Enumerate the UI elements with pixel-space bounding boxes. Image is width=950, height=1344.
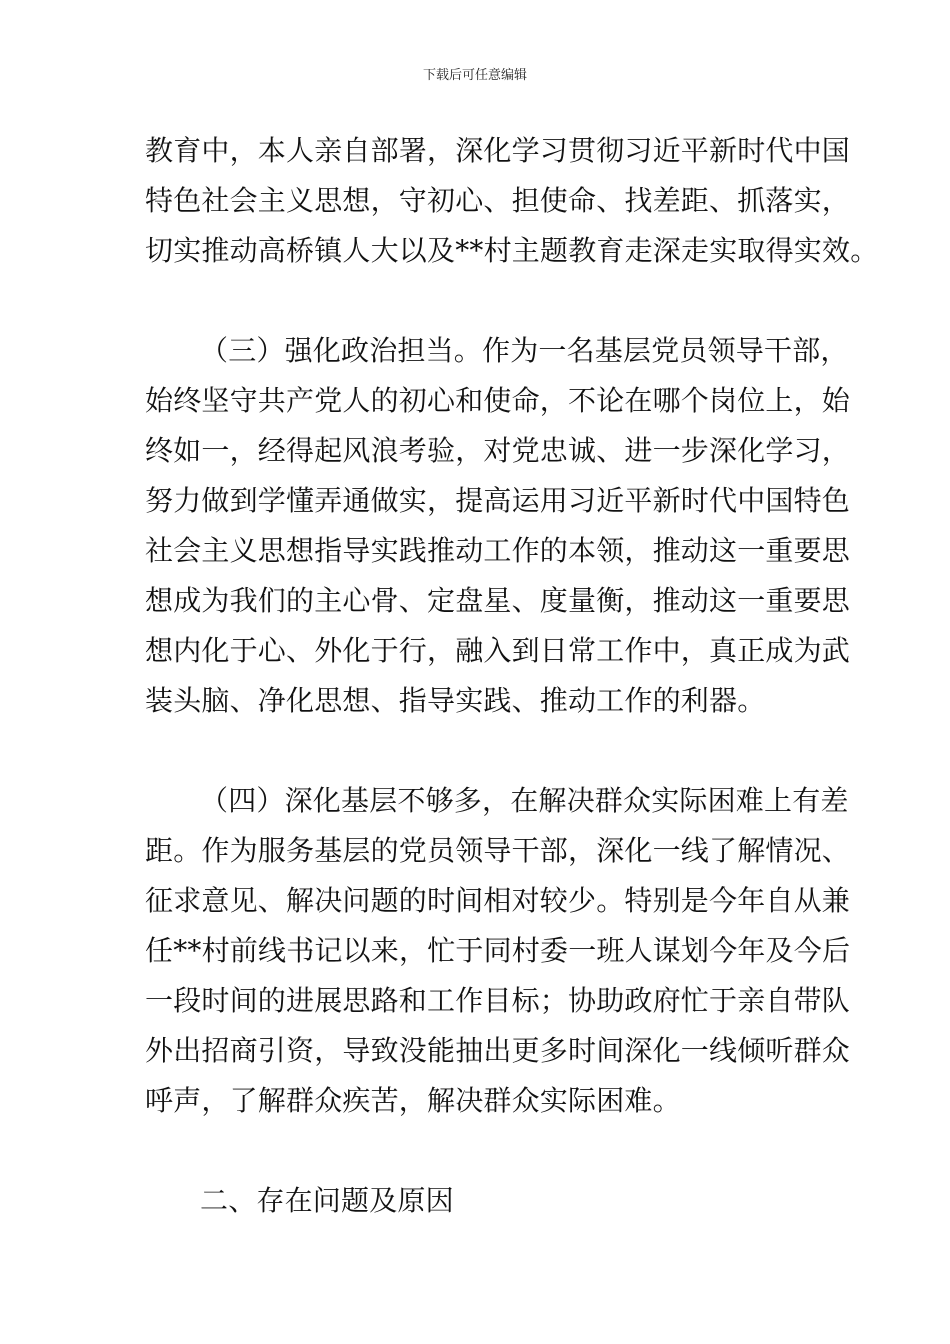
paragraph-1-line-1: 教育中，本人亲自部署，深化学习贯彻习近平新时代中国: [145, 134, 851, 167]
paragraph-1-line-2: 特色社会主义思想，守初心、担使命、找差距、抓落实，: [145, 184, 851, 217]
paragraph-3-line-2: 距。作为服务基层的党员领导干部，深化一线了解情况、: [145, 834, 851, 867]
paragraph-2-line-1: （三）强化政治担当。作为一名基层党员领导干部，: [200, 334, 849, 367]
paragraph-2-line-5: 社会主义思想指导实践推动工作的本领，推动这一重要思: [145, 534, 851, 567]
paragraph-1-line-3: 切实推动高桥镇人大以及**村主题教育走深走实取得实效。: [145, 234, 879, 267]
paragraph-2-line-6: 想成为我们的主心骨、定盘星、度量衡，推动这一重要思: [145, 584, 851, 617]
paragraph-3-line-4: 任**村前线书记以来，忙于同村委一班人谋划今年及今后: [145, 934, 851, 967]
paragraph-2-line-8: 装头脑、净化思想、指导实践、推动工作的利器。: [145, 684, 766, 717]
paragraph-3-line-5: 一段时间的进展思路和工作目标；协助政府忙于亲自带队: [145, 984, 851, 1017]
paragraph-3-line-1: （四）深化基层不够多，在解决群众实际困难上有差: [200, 784, 849, 817]
section-heading: 二、存在问题及原因: [200, 1184, 454, 1217]
paragraph-3-line-3: 征求意见、解决问题的时间相对较少。特别是今年自从兼: [145, 884, 851, 917]
paragraph-2-line-2: 始终坚守共产党人的初心和使命，不论在哪个岗位上，始: [145, 384, 851, 417]
paragraph-2-line-4: 努力做到学懂弄通做实，提高运用习近平新时代中国特色: [145, 484, 851, 517]
paragraph-2-line-3: 终如一，经得起风浪考验，对党忠诚、进一步深化学习，: [145, 434, 851, 467]
paragraph-2-line-7: 想内化于心、外化于行，融入到日常工作中，真正成为武: [145, 634, 851, 667]
paragraph-3-line-6: 外出招商引资，导致没能抽出更多时间深化一线倾听群众: [145, 1034, 851, 1067]
paragraph-3-line-7: 呼声，了解群众疾苦，解决群众实际困难。: [145, 1084, 681, 1117]
page-header: 下载后可任意编辑: [422, 68, 527, 83]
